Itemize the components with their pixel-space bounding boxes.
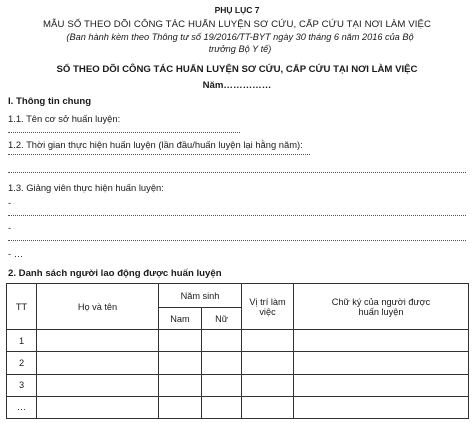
- table-row: [7, 374, 469, 396]
- trainer-label: 1.3. Giảng viên thực hiện huấn luyện:: [8, 182, 164, 193]
- male-cell: [159, 396, 202, 418]
- signature-cell: [294, 330, 469, 352]
- name-cell: [37, 352, 159, 374]
- name-cell: [37, 330, 159, 352]
- training-facility-label: 1.1. Tên cơ sở huấn luyện:: [8, 113, 121, 124]
- column-header-full-name: Họ và tên: [37, 284, 159, 330]
- female-cell: [202, 352, 242, 374]
- row-number: 2: [7, 352, 37, 374]
- female-cell: [202, 374, 242, 396]
- dotted-line: [8, 154, 310, 155]
- row-number: 3: [7, 374, 37, 396]
- trainer-dash-more: - …: [8, 248, 24, 259]
- signature-cell: [294, 396, 469, 418]
- table-row: [7, 352, 469, 374]
- trainer-dash: -: [8, 197, 12, 208]
- year-line: Năm……………: [202, 80, 272, 91]
- position-cell: [242, 396, 294, 418]
- table-row: [7, 396, 469, 418]
- dotted-line: [8, 215, 466, 216]
- column-header-signature: Chữ ký của người được huấn luyện: [294, 284, 469, 330]
- trainer-dash: -: [8, 222, 12, 233]
- position-cell: [242, 374, 294, 396]
- issuance-note: [40, 32, 440, 55]
- signature-cell: [294, 374, 469, 396]
- name-cell: [37, 374, 159, 396]
- issuance-note-line-1: (Ban hành kèm theo Thông tư số 19/2016/TT-BYT ngày 30 tháng 6 năm 2016 của Bộ: [66, 32, 414, 42]
- column-header-birth-year: Năm sinh: [159, 284, 242, 308]
- section-1-heading: I. Thông tin chung: [8, 96, 92, 107]
- signature-cell: [294, 352, 469, 374]
- name-cell: [37, 396, 159, 418]
- table-row: [7, 330, 469, 352]
- row-number: …: [7, 396, 37, 418]
- male-cell: [159, 330, 202, 352]
- female-cell: [202, 396, 242, 418]
- column-header-tt: TT: [7, 284, 37, 330]
- section-2-heading: 2. Danh sách người lao động được huấn luyện: [8, 268, 222, 279]
- book-title: SỔ THEO DÕI CÔNG TÁC HUẤN LUYỆN SƠ CỨU, CẤP CỨU TẠI NƠI LÀM VIỆC: [56, 64, 418, 75]
- column-header-position: Vị trí làm việc: [242, 284, 294, 330]
- row-number: 1: [7, 330, 37, 352]
- trainee-table: [6, 283, 469, 419]
- column-header-female: Nữ: [202, 308, 242, 330]
- position-cell: [242, 352, 294, 374]
- dotted-line: [8, 240, 466, 241]
- dotted-line: [8, 132, 240, 133]
- form-title: MẪU SỔ THEO DÕI CÔNG TÁC HUẤN LUYỆN SƠ CỨU, CẤP CỨU TẠI NƠI LÀM VIỆC: [42, 19, 432, 30]
- position-cell: [242, 330, 294, 352]
- dotted-line: [8, 172, 466, 173]
- appendix-label: PHỤ LỤC 7: [214, 5, 260, 15]
- female-cell: [202, 330, 242, 352]
- training-time-label: 1.2. Thời gian thực hiện huấn luyện (lần đầu/huấn luyện lại hằng năm):: [8, 139, 303, 150]
- male-cell: [159, 352, 202, 374]
- issuance-note-line-2: trưởng Bộ Y tế): [208, 43, 272, 54]
- male-cell: [159, 374, 202, 396]
- column-header-male: Nam: [159, 308, 202, 330]
